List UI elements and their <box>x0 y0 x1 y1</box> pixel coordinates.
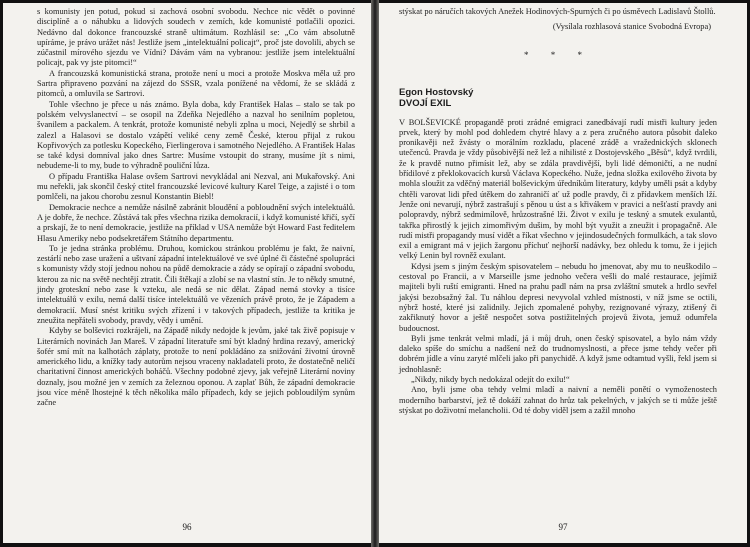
article-title: DVOJÍ EXIL <box>399 98 452 110</box>
left-page-number: 96 <box>182 522 192 532</box>
right-paragraph-5: Ano, byli jsme oba tehdy velmi mladí a naivní a neměli ponětí o vymoženostech moderního barbarství, jež tě dokáží zahnat do hrůz tak pekelných, v jakých se ti může ještě stýskat po doživotní melancholii. Od té doby viděl jsem a zažil mnoho <box>399 385 717 415</box>
right-paragraph-4: „Nikdy, nikdy bych nedokázal odejít do exilu!“ <box>411 375 570 385</box>
left-paragraph-7: Kdyby se bolševici rozkrájeli, na Západě nikdy nedojde k jevům, jaké tak živě popisuje v Literárních novinách Jan Mareš. V západní literatuře smí být kladný hrdina rezavý, americký šofér smí mít na kalhotách záplaty, protože to není pokládáno za snižování životní úrovně amerického lidu, a knížky tady autorům nejsou vraceny nakladateli proto, že dostatečně neličí charitativní činnost amerických boháčů. Všechny podobné zjevy, jak veřejně Literární noviny doznaly, jsou možné jen v zemích za železnou oponou. A zaplať Bůh, že západní demokracie jsou více méně lhostejné k těch několika málo případech, kdy se jejich pobloudilým synům začne <box>37 326 355 408</box>
left-paragraph-4: O případu Františka Halase ovšem Sartrovi nevykládal ani Nezval, ani Mukařovský. Ani mu neřekli, jak skončil český ctitel francouzské levicové kultury Karel Teige, a zajisté i o tom pomlčeli, na jakou chorobu zesnul Konstantin Biebl! <box>37 171 355 202</box>
left-paragraph-5: Demokracie nechce a nemůže násilně zabránit bloudění a pobloudnění svých intelektuálů. A je dobře, že nechce. Zůstává tak přes všechna rizika demokracií, i když komunisté křičí, syčí a prskají, že to není demokracie, jestliže na příklad v USA nemůže být Howard Fast ředitelem Hlasu Ameriky nebo podsekretářem Státního departmentu. <box>37 202 355 243</box>
book-gutter <box>371 0 379 547</box>
right-paragraph-2: Kdysi jsem s jiným českým spisovatelem – nebudu ho jmenovat, aby mu to neuškodilo – cestoval po Francii, a v Marseille jsme jednoho večera vešli do malé restaurace, jejímiž majiteli byli ruští emigranti. Hned na prahu padl nám na prsa zvláštní smutek a hrdlo sevřel jakýsi bezobsažný žal. Tu náhlou depresi nevyvolal vzhled místnosti, v níž jsme se octili, nýbrž hosté, které jsi zalidnily. Jejich zpomalené pohyby, rezignované výrazy, ztišený či zakřiknutý hovor a ještě nespočet sotva postižitelných projevů života, jemuž odumřela budoucnost. <box>399 261 717 333</box>
right-page-number: 97 <box>558 522 568 532</box>
broadcast-signature: (Vysílala rozhlasová stanice Svobodná Evropa) <box>552 22 711 32</box>
article-author: Egon Hostovský <box>399 86 474 98</box>
section-separator: * * * <box>524 49 592 60</box>
left-paragraph-2: A francouzská komunistická strana, protože není u moci a protože Moskva měla už pro Sartra připraveno pozvání na zájezd do SSSR, vzala ponížené na vědomí, že se skládá z pitomců, a omluvila se Sartrovi. <box>37 68 355 99</box>
right-continuation-paragraph: stýskat po náručích takových Anežek Hodinových-Spurných či po úsměvech Ladislavů Štollů. <box>399 7 716 16</box>
left-page <box>3 3 371 543</box>
right-page <box>379 3 747 543</box>
right-paragraph-3: Byli jsme tenkrát velmi mladí, já i můj druh, onen český spisovatel, a bylo nám vždy daleko spíše do smíchu a nadšení než do trudnomyslnosti, a přece jsme tehdy večer při dobrém jídle a vínu zaryté mlčeli jako při panychidě. A když jsme odtamtud vyšli, řekl jsem si jednohlasně: <box>399 333 717 374</box>
right-paragraph-1: V BOLŠEVICKÉ propagandě proti zrádné emigraci zanedbávají rudí mistři kultury jeden prvek, který by mohl pod dohledem chytré hlavy a z pera zručného autora působit daleko pronikavěji než žvásty o morálním rozkladu, placené zrádě a vražednických sklonech utečenců. Pravda je vždy působivější než lež a nihilisté z Dostojevského „Běsů“, když tvrdili, že k pravdě nutno přimísit lež, aby se zdála pravdivější, byli lidé démoničtí, a ne nudní břídilové z překlokovacích kursů Václava Kopeckého. Nuže, jedna složka exilového života by mohla sloužit za vděčný materiál bolševickým úředníkům literatury, kdyby uměli psát a kdyby chtěli varovat lidi před útěkem do zahraničí ať už podle pravdy, či z přídavkem menších lží. Jenže oni nevarují, nýbrž zastrašují s pěnou u úst a s křivákem v pravici a nešťastí pravdy ani polopravdy, nýbrž sedmimílově, hrůzostrašné lži. Život v exilu je teskný a smutek exulantů, takřka přirostlý k jejich zimomřivým dušim, by mohl být využit a zneužit i propagačně. Ale rudí mistři propagandy musí vidět a říkat všechno v jejindosudečných formulkách, a tak slovo exil a emigrant má v jejich žargonu příchuť nejhorší nadávky, bez ohledu k tomu, že i jejich velký Lenin byl rovněž exulant. <box>399 117 717 261</box>
left-paragraph-6: To je jedna stránka problému. Druhou, komickou stránkou problému je fakt, že naivní, zestárlí nebo zase uražení a uštvaní západní intelektuálové ve své úplné či částečné spolupráci s komunisty vždy stojí jednou nohou na půdě demokracie a zády se opírají o západní svobodu, kterou za nic na světě nechtějí ztratit. Čili štěkají a zlobí se na vlastní stín. Je to někdy smutné, jindy groteskní nebo zase k vzteku, ale nedá se nic dělat. Západ nemá stovky a tisíce intelektuálů v exilu, nemá další tisíce intelektuálů ve vězeních právě proto, že je Západem a demokracií. Musí snést kritiku svých zřízení i v takových případech, jestliže ta kritika je zneužita nepřáteli svobody, pravdy, vědy i umění. <box>37 243 355 325</box>
left-paragraph-1: s komunisty jen potud, pokud si zachová osobní svobodu. Nechce nic vědět o povinné disciplíně a o náhubku a lidových soudech v zemích, kde komunisté potlačili opozici. Nedávno dal dokonce francouzské straně ultimátum. Rozhlásil se: „Co vám absolutně upíráme, je právo urážet nás! Jestliže jsem „intelektuální policajt“, proč jste dovolili, abych se zúčastnil mírového sjezdu ve Vídni? Dávám vám na vybranou: jestliže jsem intelektuální policajt, pak vy jste pitomci!“ <box>37 7 355 68</box>
left-paragraph-3: Tohle všechno je přece u nás známo. Byla doba, kdy František Halas – stalo se tak po polském velvyslanectví – se osopil na Zdeňka Nejedlého a nazval ho senilním popletou, švanilem a packalem. A tenkrát, protože komunisté nebyli zplna u moci, Nejedlý se shrbil a zalezl a Halasovi se dostalo vzápětí veliké ceny země České, kterou přijal z rukou Kopřivových za potlesku Kopeckého, Fierlingerova i samotného Nejedlého. A František Halas se také kdysi domníval jako dnes Sartre: Musíme vstoupit do strany, musíme jít s nimi, nebudeme-li to my, bude to výhradně pouliční lůza. <box>37 99 355 171</box>
